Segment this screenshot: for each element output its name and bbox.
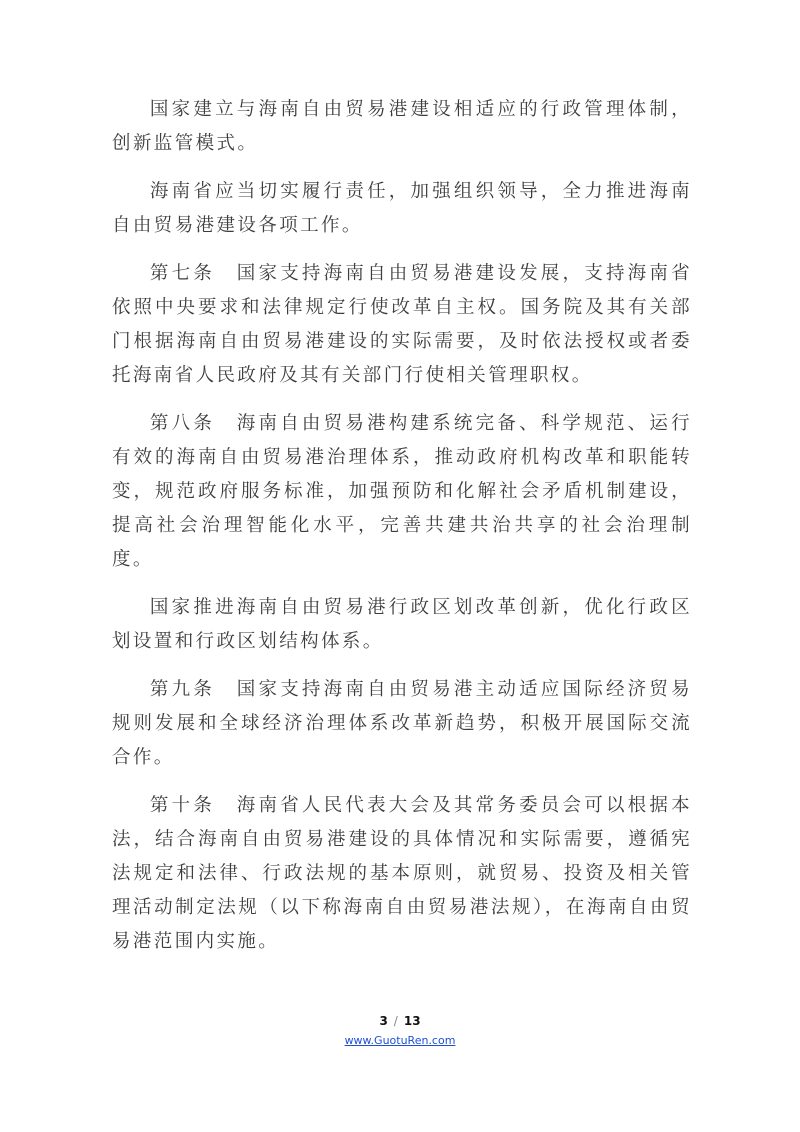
total-pages: 13 [403, 1014, 421, 1028]
page-number [0, 1013, 800, 1029]
article-7: 第七条 国家支持海南自由贸易港建设发展，支持海南省依照中央要求和法律规定行使改革自主权。国务院及其有关部门根据海南自由贸易港建设的实际需要，及时依法授权或者委托海南省人民政府及其有关部门行使相关管理职权。 [112, 263, 692, 386]
paragraph-hainan-responsibility: 海南省应当切实履行责任，加强组织领导，全力推进海南自由贸易港建设各项工作。 [112, 181, 692, 236]
article-9: 第九条 国家支持海南自由贸易港主动适应国际经济贸易规则发展和全球经济治理体系改革新趋势，积极开展国际交流合作。 [112, 679, 692, 768]
current-page-number: 3 [379, 1014, 388, 1028]
document-body [112, 93, 692, 973]
paragraph-administrative-division: 国家推进海南自由贸易港行政区划改革创新，优化行政区划设置和行政区划结构体系。 [112, 597, 692, 652]
article-8: 第八条 海南自由贸易港构建系统完备、科学规范、运行有效的海南自由贸易港治理体系，推动政府机构改革和职能转变，规范政府服务标准，加强预防和化解社会矛盾机制建设，提高社会治理智能化水平，完善共建共治共享的社会治理制度。 [112, 413, 692, 570]
paragraph-admin-system: 国家建立与海南自由贸易港建设相适应的行政管理体制，创新监管模式。 [112, 99, 692, 154]
website-link[interactable]: www.GuotuRen.com [344, 1034, 456, 1047]
article-10: 第十条 海南省人民代表大会及其常务委员会可以根据本法，结合海南自由贸易港建设的具体情况和实际需要，遵循宪法规定和法律、行政法规的基本原则，就贸易、投资及相关管理活动制定法规（以下称海南自由贸易港法规），在海南自由贸易港范围内实施。 [112, 795, 692, 952]
page-footer [0, 1013, 800, 1048]
page-separator: / [393, 1014, 398, 1028]
